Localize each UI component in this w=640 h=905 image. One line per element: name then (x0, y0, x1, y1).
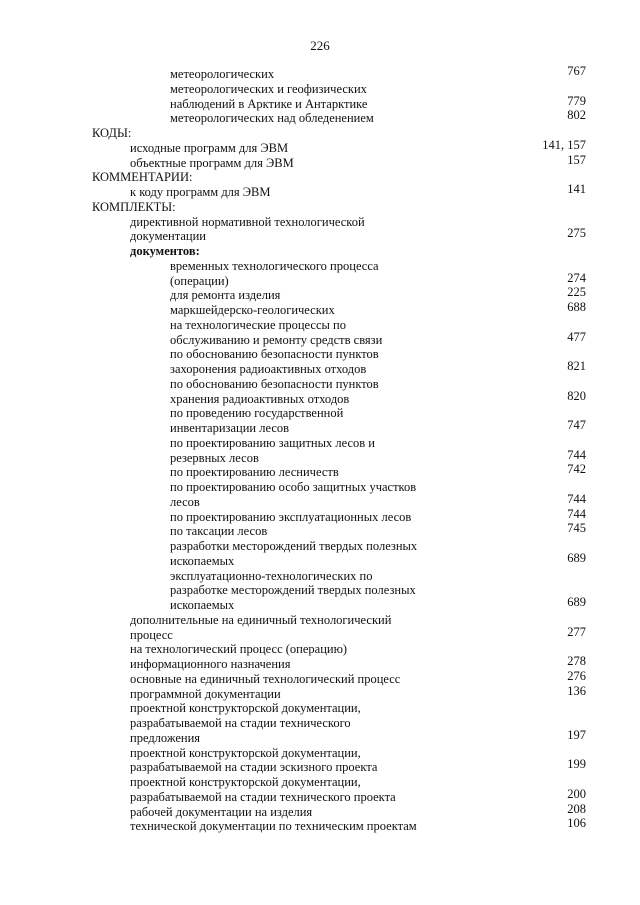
index-entry-text: разрабатываемой на стадии технического (130, 716, 351, 730)
index-entry-text: маркшейдерско-геологических (170, 303, 335, 317)
index-entry (92, 152, 586, 171)
index-entry (92, 126, 586, 141)
index-entry-page: 274 (567, 270, 586, 285)
index-entry (92, 654, 586, 672)
index-entry-text: эксплуатационно-технологических по (170, 568, 373, 583)
index-entry (92, 521, 586, 539)
index-entry (92, 683, 586, 702)
index-entry-text: захоронения радиоактивных отходов (170, 362, 367, 376)
index-entry-text: по таксации лесов (170, 524, 268, 539)
index-entry-text: проектной конструкторской документации, (130, 701, 361, 716)
index-entry (92, 270, 586, 289)
index-entry-text: по проектированию особо защитных участков (170, 480, 417, 494)
index-entry (92, 226, 586, 244)
index-entry-text: процесс (130, 627, 173, 642)
index-entry-text: по обоснованию безопасности пунктов (170, 347, 379, 362)
index-entry (92, 550, 586, 569)
index-entry-text: к коду программ для ЭВМ (130, 185, 271, 199)
index-entry (92, 801, 586, 820)
index-entry-text: основные на единичный технологический процесс (130, 671, 401, 686)
index-entry (92, 137, 586, 156)
index-entry-text: объектные программ для ЭВМ (130, 155, 294, 170)
index-entry (92, 436, 586, 451)
index-entry (92, 108, 586, 126)
index-entry (92, 716, 586, 731)
index-entry (92, 775, 586, 790)
index-entry (92, 583, 586, 598)
index-entry-text: для ремонта изделия (170, 288, 281, 303)
index-entry-text: разрабатываемой на стадии технического проекта (130, 789, 396, 804)
index-entry (92, 170, 586, 185)
index-entry-text: метеорологических над обледенением (170, 111, 374, 126)
index-entry-text: рабочей документации на изделия (130, 804, 313, 819)
index-entry-text: наблюдений в Арктике и Антарктике (170, 96, 368, 111)
index-entry-page: 477 (567, 329, 586, 344)
index-entry (92, 491, 586, 510)
index-entry-text: документации (130, 229, 206, 244)
index-entry-page: 802 (567, 108, 586, 123)
index-entry (92, 624, 586, 643)
index-entry-text: на технологические процессы по (170, 317, 346, 332)
index-entry (92, 506, 586, 525)
index-entry-page: 779 (567, 93, 586, 108)
index-entry-text: разрабатываемой на стадии эскизного проекта (130, 760, 378, 775)
index-entry-text: программной документации (130, 686, 281, 701)
index-entry-text: метеорологических и геофизических (170, 81, 367, 96)
index-entry (92, 569, 586, 584)
index-entry (92, 64, 586, 82)
index-entry-page: 136 (567, 683, 586, 698)
index-entry (92, 480, 586, 495)
index-entry (92, 701, 586, 716)
index-entry-text: технической документации по техническим проектам (130, 819, 417, 834)
index-entry-page: 742 (567, 462, 586, 477)
index-entry (92, 200, 586, 215)
index-entry-page: 745 (567, 521, 586, 536)
index-entry (92, 668, 586, 687)
index-entry-page: 744 (567, 447, 586, 462)
index-entry-text: хранения радиоактивных отходов (170, 391, 350, 406)
index-entry-page: 141 (567, 182, 586, 196)
index-entry-page: 767 (567, 64, 586, 78)
index-entry (92, 816, 586, 834)
index-entry-text: разработке месторождений твердых полезных (170, 583, 416, 598)
index-entry-page: 744 (567, 506, 586, 521)
index-entry-text: ископаемых (170, 553, 235, 568)
index-entry-page: 689 (567, 595, 586, 609)
index-entry-text: дополнительные на единичный технологический (130, 612, 392, 627)
index-entry-text: метеорологических (170, 67, 275, 81)
index-entry-text: временных технологического процесса (170, 258, 379, 273)
index-entry-page: 197 (567, 727, 586, 742)
index-entry-text: предложения (130, 730, 201, 745)
index-entry (92, 182, 586, 200)
index-entry (92, 642, 586, 657)
index-entry-text: по обоснованию безопасности пунктов (170, 376, 379, 391)
index-entry-page: 277 (567, 624, 586, 639)
index-entry (92, 462, 586, 480)
index-entry-text: проектной конструкторской документации, (130, 745, 361, 760)
index-entry-page: 208 (567, 801, 586, 816)
index-entry-text: по проектированию защитных лесов и (170, 435, 375, 450)
index-entry-text: на технологический процесс (операцию) (130, 642, 348, 657)
index-entry-text: по проектированию эксплуатационных лесов (170, 509, 412, 524)
index-entry-page: 688 (567, 300, 586, 314)
index-entry (92, 215, 586, 230)
index-entry-text: инвентаризации лесов (170, 421, 290, 435)
index-entry-text: (операции) (170, 273, 229, 288)
index-entry (92, 757, 586, 775)
index-entry-text: документов: (130, 244, 200, 258)
index-entry-text: обслуживанию и ремонту средств связи (170, 332, 383, 347)
index-entry (92, 93, 586, 112)
index-entry-page: 747 (567, 418, 586, 432)
index-entry-page: 278 (567, 654, 586, 668)
index-entry-text: директивной нормативной технологической (130, 214, 365, 229)
index-entry-page: 106 (567, 816, 586, 831)
index-entry (92, 359, 586, 377)
index-entry (92, 613, 586, 628)
index-entry (92, 539, 586, 554)
index-entry-page: 199 (567, 757, 586, 772)
index-entry (92, 786, 586, 805)
index-entry-text: по проектированию лесничеств (170, 465, 339, 480)
index-entry (92, 388, 586, 407)
index-entry (92, 418, 586, 436)
subject-index (92, 64, 586, 834)
index-entry-text: резервных лесов (170, 450, 259, 465)
index-entry (92, 259, 586, 274)
index-entry-page: 744 (567, 491, 586, 506)
index-entry (92, 300, 586, 318)
index-entry-page: 157 (567, 152, 586, 167)
index-entry (92, 447, 586, 466)
index-entry-text: информационного назначения (130, 657, 291, 671)
index-entry-page: 225 (567, 285, 586, 300)
index-entry-text: по проведению государственной (170, 406, 344, 421)
index-entry-page: 689 (567, 550, 586, 565)
index-entry-text: КОДЫ: (92, 126, 132, 140)
page-number: 226 (310, 38, 330, 53)
index-entry-text: проектной конструкторской документации, (130, 775, 361, 789)
index-entry-text: разработки месторождений твердых полезных (170, 539, 418, 553)
index-entry (92, 406, 586, 421)
index-entry-text: КОММЕНТАРИИ: (92, 170, 193, 185)
index-entry-page: 141, 157 (542, 137, 586, 152)
index-entry-page: 276 (567, 668, 586, 683)
index-entry-page: 275 (567, 226, 586, 241)
index-entry (92, 727, 586, 746)
index-entry (92, 329, 586, 348)
index-entry-page: 821 (567, 359, 586, 373)
index-entry-text: ископаемых (170, 598, 235, 612)
index-entry (92, 244, 586, 259)
index-entry (92, 285, 586, 303)
index-entry (92, 746, 586, 761)
index-entry-text: КОМПЛЕКТЫ: (92, 199, 176, 214)
index-entry-text: исходные программ для ЭВМ (130, 140, 289, 155)
index-entry-page: 820 (567, 388, 586, 403)
index-entry (92, 347, 586, 362)
index-entry (92, 377, 586, 392)
index-entry (92, 82, 586, 97)
index-entry (92, 318, 586, 333)
index-entry-page: 200 (567, 786, 586, 801)
index-entry-text: лесов (170, 494, 200, 509)
index-entry (92, 595, 586, 613)
